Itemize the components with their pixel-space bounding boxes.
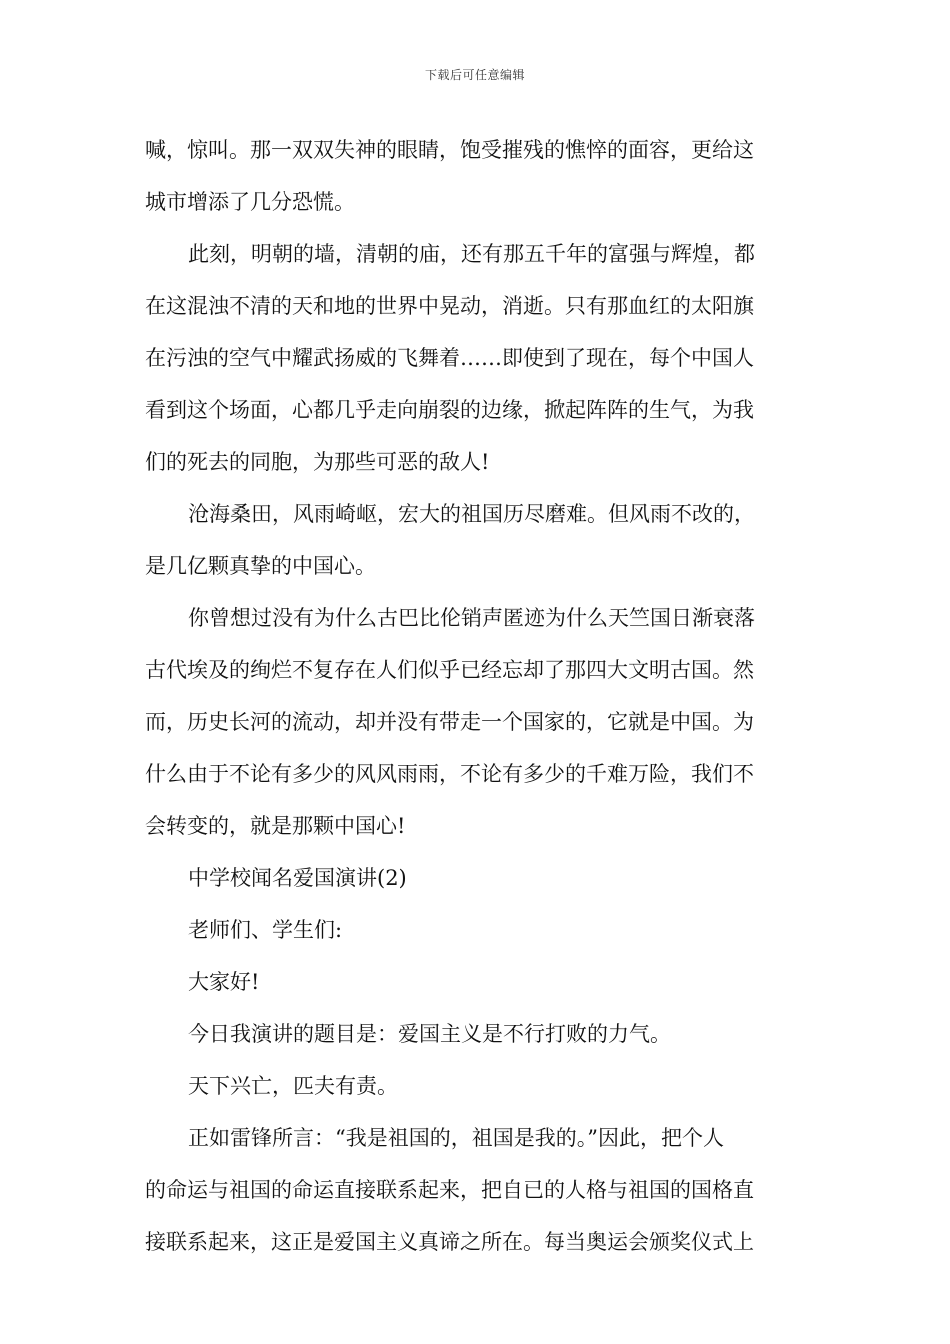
paragraph (145, 1112, 795, 1268)
text-line: 沧海桑田，风雨崎岖，宏大的祖国历尽磨难。但风雨不改的， (188, 502, 755, 526)
text-line: 喊，惊叫。那一双双失神的眼睛，饱受摧残的憔悴的面容，更给这 (145, 138, 754, 162)
paragraph (145, 904, 795, 956)
text-line: 正如雷锋所言：“我是祖国的，祖国是我的。”因此，把个人 (188, 1126, 724, 1150)
paragraph (145, 852, 795, 904)
text-line: 此刻，明朝的墙，清朝的庙，还有那五千年的富强与辉煌，都 (188, 242, 755, 266)
text-line: 接联系起来，这正是爱国主义真谛之所在。每当奥运会颁奖仪式上 (145, 1230, 754, 1254)
text-line: 城市增添了几分恐慌。 (145, 190, 355, 214)
paragraph (145, 228, 795, 488)
text-line: 古代埃及的绚烂不复存在人们似乎已经忘却了那四大文明古国。然 (145, 658, 754, 682)
text-line: 什么由于不论有多少的风风雨雨，不论有多少的千难万险，我们不 (145, 762, 754, 786)
text-line: 看到这个场面，心都几乎走向崩裂的边缘，掀起阵阵的生气，为我 (145, 398, 754, 422)
text-line: 们的死去的同胞，为那些可恶的敌人! (145, 450, 490, 474)
paragraph (145, 956, 795, 1008)
page-header: 下载后可任意编辑 (424, 68, 525, 82)
document-body (145, 124, 795, 1268)
text-line: 大家好! (188, 970, 260, 994)
text-line: 在这混浊不清的天和地的世界中晃动，消逝。只有那血红的太阳旗 (145, 294, 754, 318)
text-line: 天下兴亡，匹夫有责。 (188, 1074, 398, 1098)
paragraph (145, 1008, 795, 1060)
paragraph (145, 124, 795, 228)
text-line: 老师们、学生们: (188, 918, 343, 942)
text-line: 你曾想过没有为什么古巴比伦销声匿迹为什么天竺国日渐衰落 (188, 606, 755, 630)
text-line: 在污浊的空气中耀武扬威的飞舞着……即使到了现在，每个中国人 (145, 346, 754, 370)
text-line: 而，历史长河的流动，却并没有带走一个国家的，它就是中国。为 (145, 710, 754, 734)
text-line: 的命运与祖国的命运直接联系起来，把自已的人格与祖国的国格直 (145, 1178, 754, 1202)
paragraph (145, 488, 795, 592)
text-line: 是几亿颗真挚的中国心。 (145, 554, 376, 578)
text-line: 中学校闻名爱国演讲(2) (188, 866, 407, 890)
text-line: 会转变的，就是那颗中国心! (145, 814, 406, 838)
paragraph (145, 592, 795, 852)
text-line: 今日我演讲的题目是：爱国主义是不行打败的力气。 (188, 1022, 671, 1046)
paragraph (145, 1060, 795, 1112)
